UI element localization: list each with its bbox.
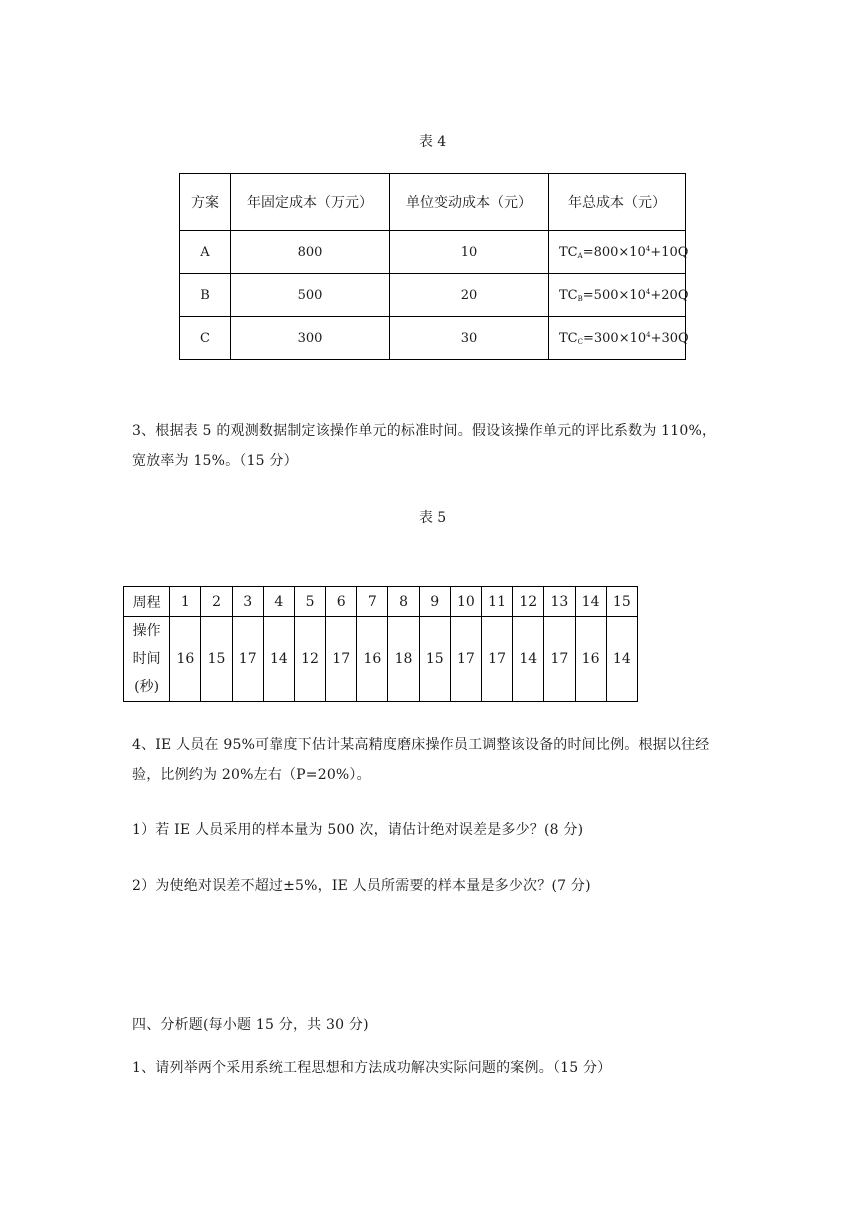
variable-cost-cell: 20 <box>390 274 549 317</box>
table-header-row <box>180 174 686 231</box>
formula-subscript: A <box>577 251 583 260</box>
total-cost-formula <box>549 231 689 274</box>
formula-tail: +20Q <box>650 287 689 303</box>
question-4 <box>132 730 752 790</box>
cycle-cell: 15 <box>606 587 637 617</box>
time-cell: 17 <box>326 617 357 702</box>
formula-exponent: 4 <box>645 287 651 296</box>
header-cell-total-cost: 年总成本（元） <box>549 174 686 231</box>
formula-subscript: B <box>577 294 583 303</box>
time-cell: 17 <box>450 617 481 702</box>
table5-caption: 表 5 <box>418 510 447 526</box>
header-cell-variable-cost: 单位变动成本（元） <box>390 174 549 231</box>
plan-cell: A <box>180 231 231 274</box>
time-cell: 12 <box>294 617 325 702</box>
total-cost-formula <box>549 274 689 317</box>
time-label <box>124 617 170 702</box>
time-cell: 15 <box>201 617 232 702</box>
cycle-label: 周程 <box>124 587 170 617</box>
time-label-line: 时间 <box>132 651 161 667</box>
cycle-cell: 14 <box>575 587 606 617</box>
time-cell: 17 <box>544 617 575 702</box>
cycle-cell: 12 <box>513 587 544 617</box>
cycle-cell: 11 <box>481 587 512 617</box>
cycle-cell: 4 <box>263 587 294 617</box>
time-cell: 18 <box>388 617 419 702</box>
time-row <box>124 617 638 702</box>
cost-table <box>179 173 689 360</box>
formula-exponent: 4 <box>645 244 651 253</box>
formula-prefix: TC <box>559 287 578 303</box>
time-cell: 15 <box>419 617 450 702</box>
section-4-question-1: 1、请列举两个采用系统工程思想和方法成功解决实际问题的案例。（15 分） <box>132 1060 612 1076</box>
cycle-cell: 9 <box>419 587 450 617</box>
question-4-line-2: 验，比例约为 20%左右（P=20%）。 <box>132 767 371 783</box>
section-4-heading: 四、分析题(每小题 15 分，共 30 分) <box>132 1017 369 1033</box>
formula-tail: +30Q <box>650 330 689 346</box>
table-row <box>180 317 686 360</box>
formula-mid: =300×10 <box>582 330 647 346</box>
variable-cost-cell: 10 <box>390 231 549 274</box>
formula-prefix: TC <box>559 244 578 260</box>
formula-prefix: TC <box>559 330 578 346</box>
header-cell-fixed-cost: 年固定成本（万元） <box>231 174 390 231</box>
time-cell: 14 <box>606 617 637 702</box>
time-cell: 17 <box>232 617 263 702</box>
total-cost-formula <box>549 317 689 360</box>
formula-subscript: C <box>577 337 583 346</box>
question-3-line-2: 宽放率为 15%。（15 分） <box>132 453 298 469</box>
fixed-cost-cell: 800 <box>231 231 390 274</box>
question-4-sub-2: 2）为使绝对误差不超过±5%，IE 人员所需要的样本量是多少次？(7 分) <box>132 878 591 894</box>
variable-cost-cell: 30 <box>390 317 549 360</box>
time-cell: 17 <box>481 617 512 702</box>
observation-table <box>123 586 638 702</box>
table-row <box>180 274 686 317</box>
header-cell-plan: 方案 <box>180 174 231 231</box>
formula-exponent: 4 <box>646 330 651 339</box>
time-cell: 16 <box>170 617 201 702</box>
cycle-cell: 1 <box>170 587 201 617</box>
question-3-line-1: 3、根据表 5 的观测数据制定该操作单元的标准时间。假设该操作单元的评比系数为 110%， <box>132 423 717 439</box>
time-label-line: (秒) <box>134 679 160 695</box>
time-cell: 16 <box>357 617 388 702</box>
table-row <box>180 231 686 274</box>
time-cell: 14 <box>513 617 544 702</box>
cycle-cell: 3 <box>232 587 263 617</box>
time-label-line: 操作 <box>132 623 161 639</box>
formula-mid: =500×10 <box>582 287 646 303</box>
fixed-cost-cell: 500 <box>231 274 390 317</box>
fixed-cost-cell: 300 <box>231 317 390 360</box>
cycle-cell: 8 <box>388 587 419 617</box>
cycle-cell: 7 <box>357 587 388 617</box>
time-cell: 16 <box>575 617 606 702</box>
question-4-line-1: 4、IE 人员在 95%可靠度下估计某高精度磨床操作员工调整该设备的时间比例。根据以往经 <box>132 737 710 753</box>
cycle-cell: 6 <box>326 587 357 617</box>
plan-cell: C <box>180 317 231 360</box>
cycle-cell: 5 <box>294 587 325 617</box>
cycle-row <box>124 587 638 617</box>
cycle-cell: 2 <box>201 587 232 617</box>
plan-cell: B <box>180 274 231 317</box>
question-3 <box>132 416 752 476</box>
time-cell: 14 <box>263 617 294 702</box>
cycle-cell: 13 <box>544 587 575 617</box>
formula-mid: =800×10 <box>582 244 646 260</box>
table4-caption: 表 4 <box>418 134 447 150</box>
cycle-cell: 10 <box>450 587 481 617</box>
question-4-sub-1: 1）若 IE 人员采用的样本量为 500 次，请估计绝对误差是多少？(8 分) <box>132 822 584 838</box>
formula-tail: +10Q <box>650 244 689 260</box>
